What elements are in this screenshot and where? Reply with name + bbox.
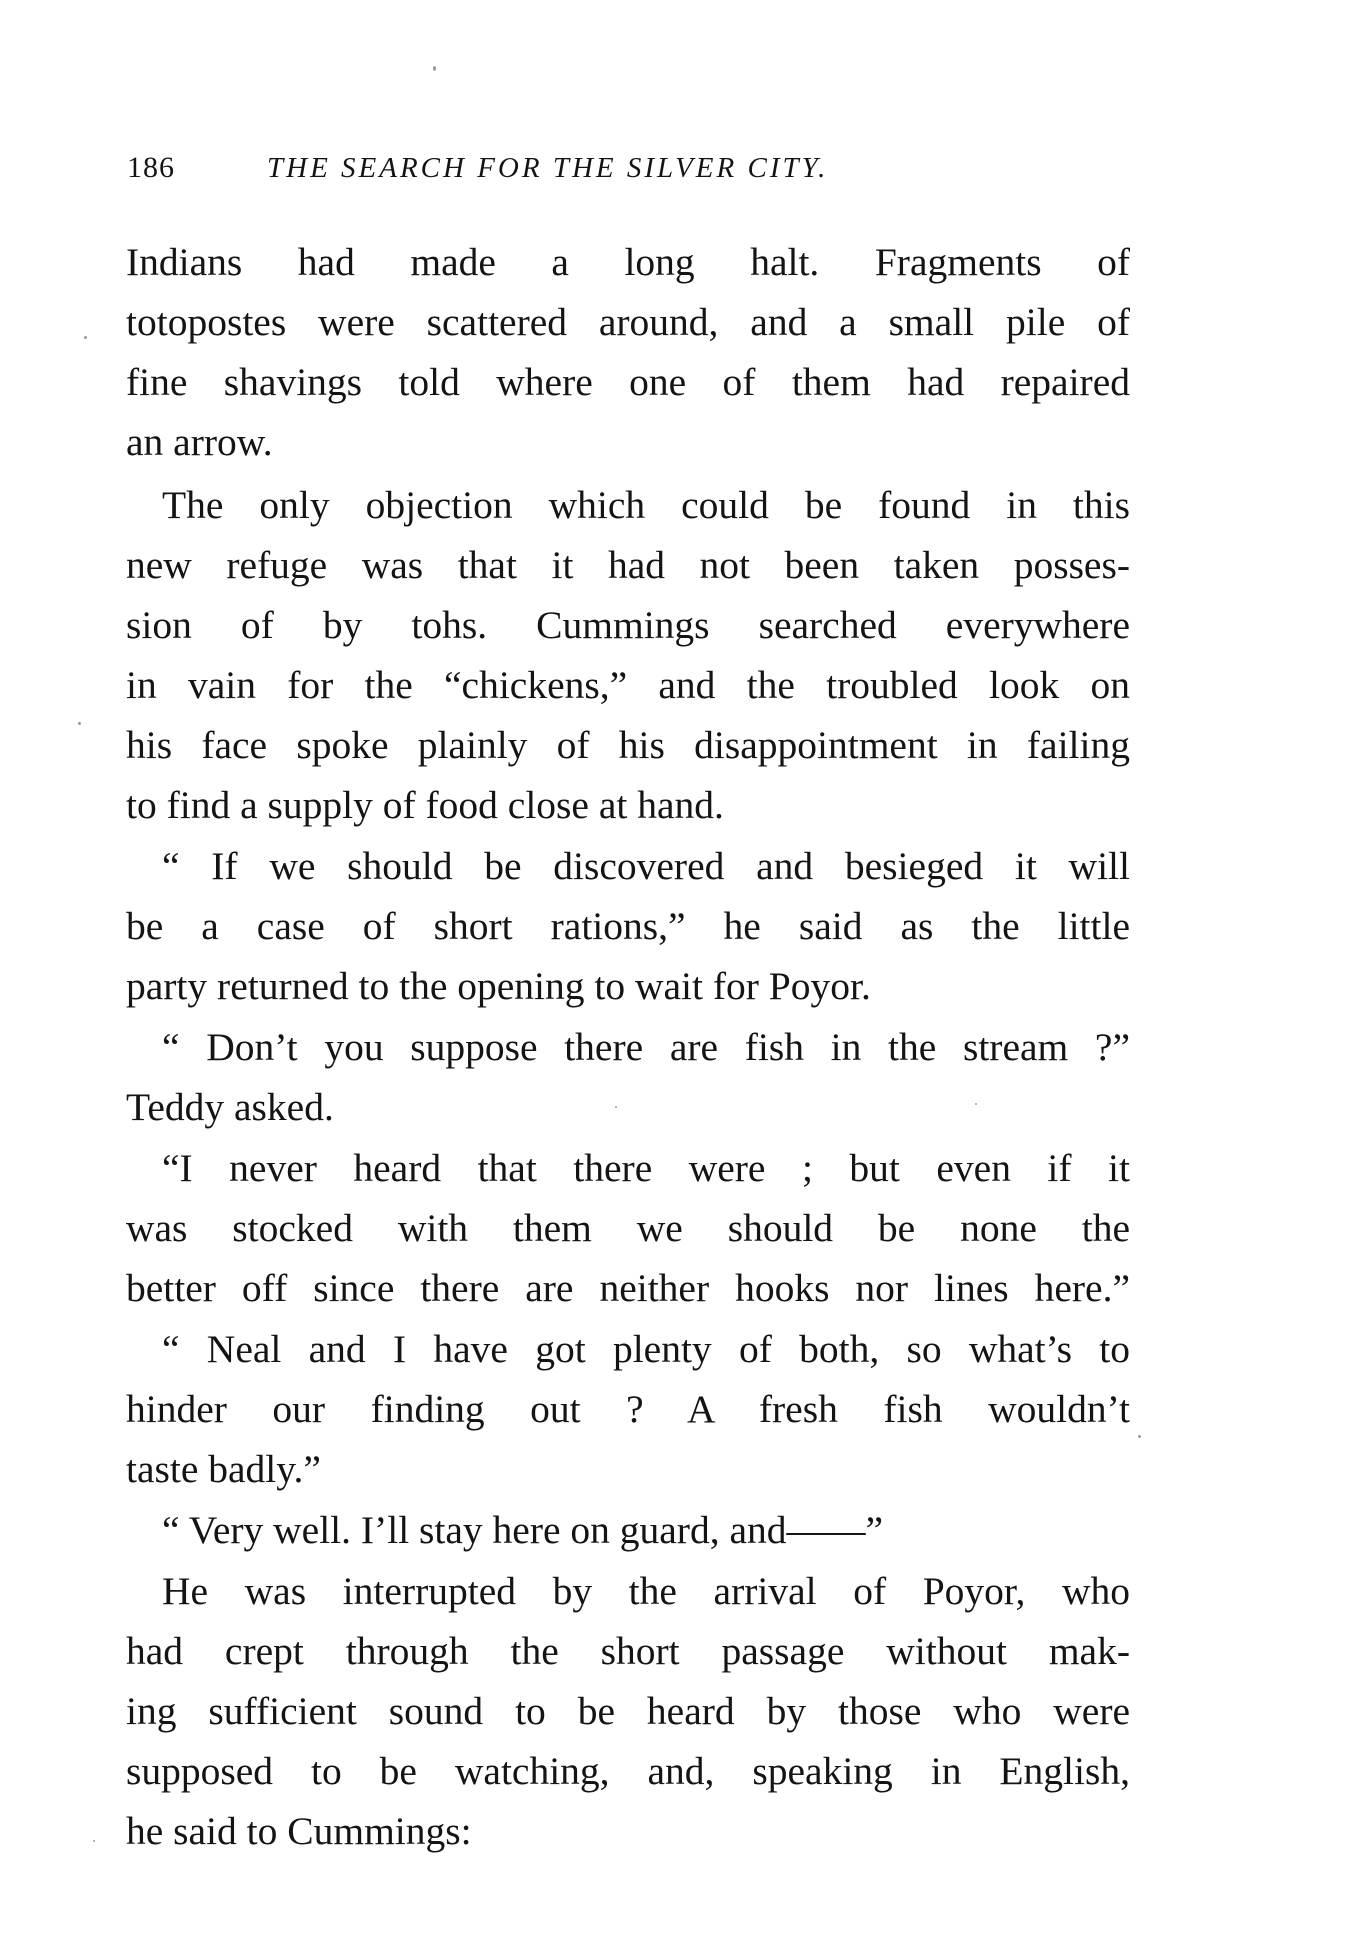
paper-speck xyxy=(84,336,87,339)
running-title: THE SEARCH FOR THE SILVER CITY. xyxy=(267,152,829,184)
text-line: Teddy asked. xyxy=(126,1085,334,1129)
text-line: be a case of short rations,” he said as the little xyxy=(126,904,1130,948)
text-line: Indians had made a long halt. Fragments of xyxy=(126,240,1130,284)
text-line: better off since there are neither hooks nor lines here.” xyxy=(126,1266,1130,1310)
text-line: was stocked with them we should be none the xyxy=(126,1206,1130,1250)
paper-speck xyxy=(78,722,81,725)
text-line: “ If we should be discovered and besieged it will xyxy=(162,844,1130,888)
text-line: had crept through the short passage without mak- xyxy=(126,1629,1130,1673)
text-line: hinder our finding out ? A fresh fish wouldn’t xyxy=(126,1387,1130,1431)
text-line: He was interrupted by the arrival of Poyor, who xyxy=(162,1569,1130,1613)
text-line: to find a supply of food close at hand. xyxy=(126,783,724,827)
text-line: supposed to be watching, and, speaking in English, xyxy=(126,1749,1130,1793)
paper-speck xyxy=(433,66,436,71)
paper-speck xyxy=(93,1840,95,1842)
running-head xyxy=(127,148,1127,188)
text-line: fine shavings told where one of them had repaired xyxy=(126,360,1130,404)
text-line: “ Neal and I have got plenty of both, so what’s to xyxy=(162,1327,1130,1371)
text-line: taste badly.” xyxy=(126,1447,321,1491)
paper-speck xyxy=(615,1106,617,1108)
text-line: sion of by tohs. Cummings searched everywhere xyxy=(126,603,1130,647)
text-line: in vain for the “chickens,” and the troubled look on xyxy=(126,663,1130,707)
text-line: he said to Cummings: xyxy=(126,1809,472,1853)
text-line: “I never heard that there were ; but even if it xyxy=(162,1146,1130,1190)
text-line: his face spoke plainly of his disappointment in failing xyxy=(126,723,1130,767)
text-line: totopostes were scattered around, and a small pile of xyxy=(126,300,1130,344)
page-number: 186 xyxy=(127,151,175,184)
paper-speck xyxy=(975,1103,977,1105)
text-line: new refuge was that it had not been taken posses- xyxy=(126,543,1130,587)
text-line: “ Very well. I’ll stay here on guard, and——” xyxy=(162,1508,884,1552)
text-line: ing sufficient sound to be heard by those who were xyxy=(126,1689,1130,1733)
text-line: The only objection which could be found in this xyxy=(162,483,1130,527)
text-line: “ Don’t you suppose there are fish in the stream ?” xyxy=(162,1025,1130,1069)
text-line: party returned to the opening to wait for Poyor. xyxy=(126,964,871,1008)
text-line: an arrow. xyxy=(126,420,273,464)
paper-speck xyxy=(1138,1435,1141,1438)
